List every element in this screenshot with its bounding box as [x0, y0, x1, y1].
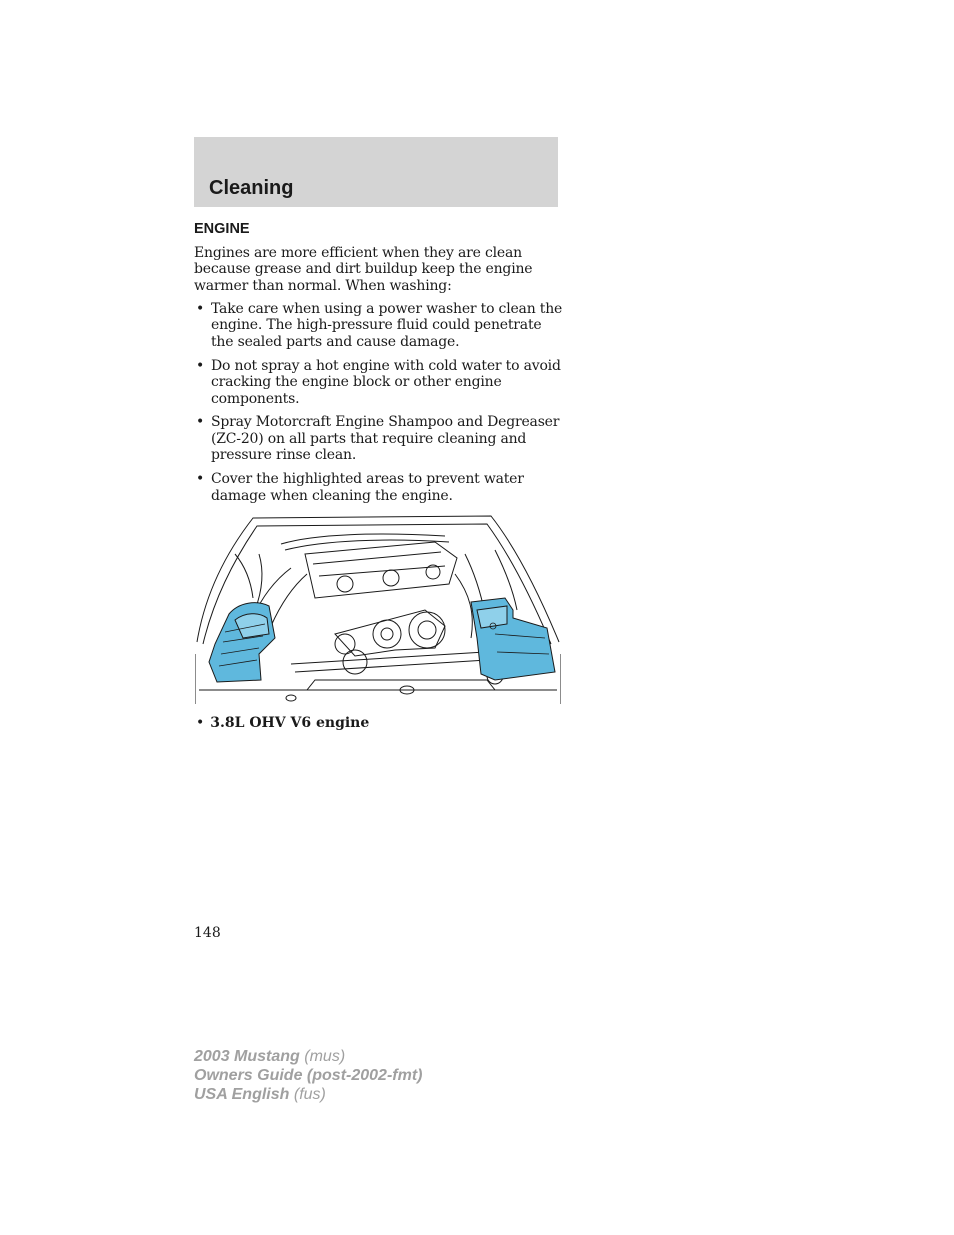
footer-line-language: USA English (fus) — [194, 1086, 326, 1103]
bullet-icon: • — [196, 471, 205, 488]
list-item-text: Take care when using a power washer to clean the engine. The high-pressure fluid could penetrate the sealed parts and cause damage. — [211, 301, 563, 350]
footer-line-guide: Owners Guide (post-2002-fmt) — [194, 1067, 423, 1084]
section-heading: ENGINE — [194, 221, 250, 237]
figure-caption — [194, 715, 369, 731]
bullet-icon: • — [196, 414, 205, 431]
list-item — [194, 471, 564, 504]
figure-caption-text: 3.8L OHV V6 engine — [210, 715, 370, 731]
page-number: 148 — [194, 925, 221, 941]
list-item-text: Do not spray a hot engine with cold water to avoid cracking the engine block or other engine components. — [211, 357, 561, 407]
page-title: Cleaning — [209, 177, 294, 199]
intro-paragraph: Engines are more efficient when they are clean because grease and dirt buildup keep the engine warmer than normal. When washing: — [194, 245, 533, 294]
list-item — [194, 301, 564, 350]
document-footer — [194, 1047, 422, 1104]
section-header-band — [194, 137, 558, 207]
bullet-icon: • — [196, 357, 205, 374]
list-item-text: Spray Motorcraft Engine Shampoo and Degreaser (ZC-20) on all parts that require cleaning and pressure rinse clean. — [211, 414, 560, 464]
list-item — [194, 414, 564, 463]
list-item-text: Cover the highlighted areas to prevent water damage when cleaning the engine. — [211, 471, 524, 504]
bullet-icon: • — [196, 715, 205, 731]
engine-compartment-illustration — [195, 514, 561, 706]
list-item — [194, 358, 564, 407]
bullet-icon: • — [196, 301, 205, 317]
footer-line-model: 2003 Mustang (mus) — [194, 1048, 346, 1065]
washing-tips-list — [194, 301, 564, 511]
